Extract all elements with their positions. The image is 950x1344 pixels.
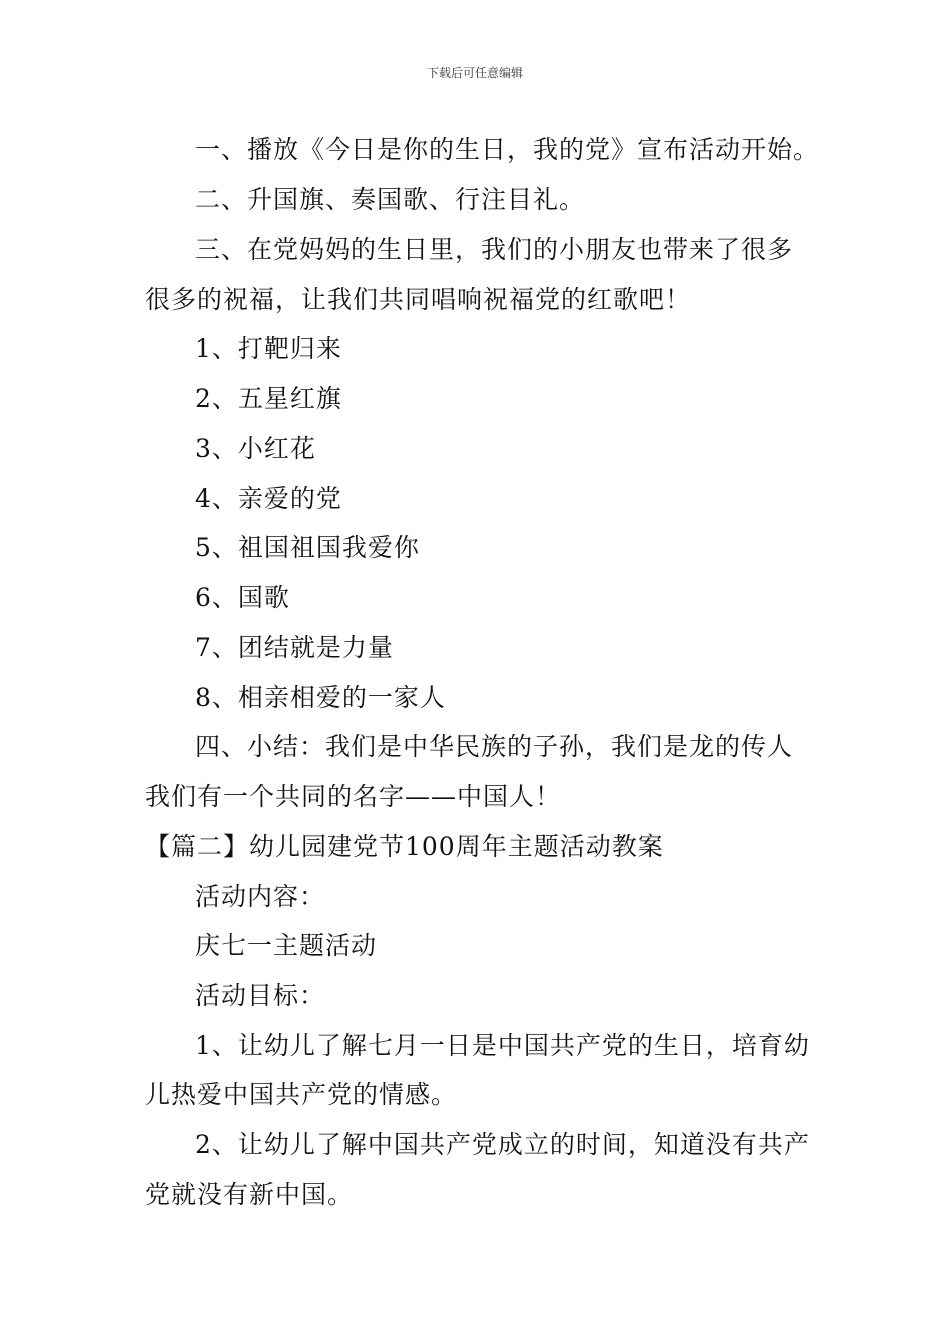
- paragraph-line: 活动目标：: [195, 981, 326, 1010]
- section-heading: 【篇二】幼儿园建党节100周年主题活动教案: [145, 832, 664, 861]
- paragraph-line: 二、升国旗、奏国歌、行注目礼。: [195, 185, 586, 214]
- paragraph-line: 活动内容：: [195, 882, 326, 911]
- paragraph-line: 四、小结：我们是中华民族的子孙，我们是龙的传人: [195, 732, 794, 761]
- list-item: 6、国歌: [195, 583, 290, 612]
- paragraph-line: 1、让幼儿了解七月一日是中国共产党的生日，培育幼: [195, 1031, 810, 1060]
- list-item: 4、亲爱的党: [195, 484, 342, 513]
- paragraph-line: 一、播放《今日是你的生日，我的党》宣布活动开始。: [195, 135, 820, 164]
- paragraph-line: 三、在党妈妈的生日里，我们的小朋友也带来了很多: [195, 235, 794, 264]
- list-item: 7、团结就是力量: [195, 633, 394, 662]
- list-item: 8、相亲相爱的一家人: [195, 683, 446, 712]
- paragraph-line: 2、让幼儿了解中国共产党成立的时间，知道没有共产: [195, 1130, 810, 1159]
- list-item: 2、五星红旗: [195, 384, 342, 413]
- list-item: 1、打靶归来: [195, 334, 342, 363]
- page-header: 下载后可任意编辑: [426, 66, 523, 80]
- paragraph-line: 儿热爱中国共产党的情感。: [145, 1080, 458, 1109]
- list-item: 3、小红花: [195, 434, 316, 463]
- paragraph-line: 我们有一个共同的名字——中国人！: [145, 782, 562, 811]
- paragraph-line: 很多的祝福，让我们共同唱响祝福党的红歌吧！: [145, 285, 692, 314]
- paragraph-line: 党就没有新中国。: [145, 1180, 354, 1209]
- list-item: 5、祖国祖国我爱你: [195, 533, 420, 562]
- paragraph-line: 庆七一主题活动: [195, 931, 378, 960]
